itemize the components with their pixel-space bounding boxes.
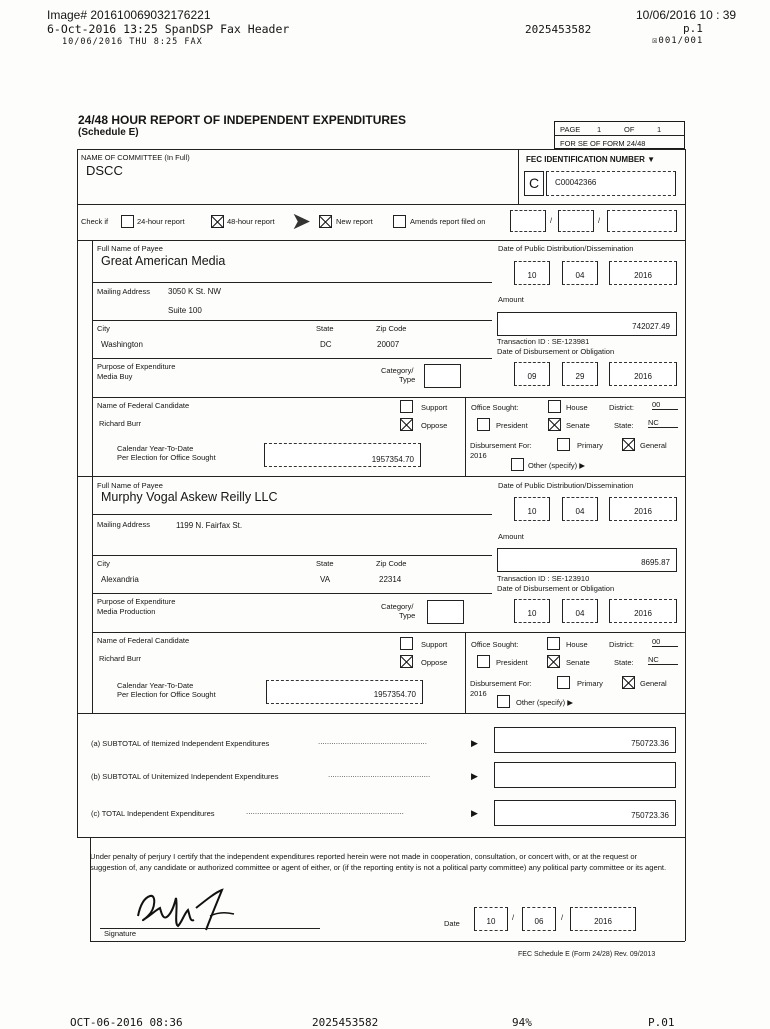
payee-label: Full Name of Payee (97, 481, 163, 490)
committee-label: NAME OF COMMITTEE (In Full) (81, 153, 190, 162)
24-hour-label: 24-hour report (137, 217, 185, 226)
category-field[interactable] (427, 600, 464, 624)
purpose-label: Purpose of Expenditure (97, 597, 176, 606)
senate-label: Senate (566, 658, 590, 667)
subtotal-itemized-value: 750723.36 (494, 727, 676, 753)
form-subtitle: (Schedule E) (78, 127, 139, 138)
address-line1: 3050 K St. NW (168, 287, 221, 296)
amends-checkbox[interactable] (393, 215, 406, 228)
other-checkbox[interactable] (497, 695, 510, 708)
house-label: House (566, 403, 588, 412)
subtotal-unitemized-label: (b) SUBTOTAL of Unitemized Independent Expenditures (91, 772, 279, 781)
senate-label: Senate (566, 421, 590, 430)
amount-field: 742027.49 (497, 312, 677, 336)
subtotal-unitemized-value (494, 762, 676, 788)
state-value: VA (320, 575, 331, 584)
fax-number: 2025453582 (525, 23, 592, 36)
ytd-field: 1957354.70 (264, 443, 421, 467)
oppose-label: Oppose (421, 421, 448, 430)
diss-yyyy: 2016 (609, 261, 677, 285)
oppose-label: Oppose (421, 658, 448, 667)
fax-bottom-left: OCT-06-2016 08:36 (70, 1016, 183, 1029)
mailing-label: Mailing Address (97, 287, 150, 296)
page-number: 1 (597, 125, 602, 134)
check-if-label: Check if (81, 217, 109, 226)
general-checkbox[interactable] (622, 438, 635, 451)
mailing-label: Mailing Address (97, 520, 150, 529)
city-value: Alexandria (101, 575, 139, 584)
fax-bottom-center: 2025453582 (312, 1016, 379, 1029)
other-checkbox[interactable] (511, 458, 524, 471)
fax-header-line2: 10/06/2016 THU 8:25 FAX (62, 37, 203, 47)
disb-date-label: Date of Disbursement or Obligation (497, 584, 615, 593)
address-line1: 1199 N. Fairfax St. (176, 521, 243, 530)
primary-label: Primary (577, 679, 603, 688)
type-label: Type (399, 611, 416, 620)
category-label: Category/ (381, 366, 414, 375)
general-checkbox[interactable] (622, 676, 635, 689)
dissemination-label: Date of Public Distribution/Dissemination (498, 481, 634, 490)
fec-id-field: C00042366 (546, 171, 676, 196)
fax-page: p.1 (683, 22, 703, 35)
district-value: 00 (652, 400, 678, 410)
state-label: State (316, 324, 334, 333)
fax-datetime: 10/06/2016 10 : 39 (636, 8, 737, 22)
election-year: 2016 (470, 689, 487, 698)
president-label: President (496, 658, 528, 667)
house-label: House (566, 640, 588, 649)
diss-yyyy: 2016 (609, 497, 677, 521)
district-label: District: (609, 403, 634, 412)
ytd-label-1: Calendar Year-To-Date (117, 681, 194, 690)
city-label: City (97, 559, 110, 568)
city-label: City (97, 324, 110, 333)
amount-field: 8695.87 (497, 548, 677, 572)
amount-label: Amount (498, 295, 524, 304)
signature-image (126, 886, 256, 934)
new-report-label: New report (336, 217, 373, 226)
purpose-value: Media Buy (97, 372, 133, 381)
president-checkbox[interactable] (477, 418, 490, 431)
total-dots: ....................................................................... (246, 807, 404, 816)
oppose-checkbox[interactable] (400, 418, 413, 431)
senate-checkbox[interactable] (547, 655, 560, 668)
purpose-value: Media Production (97, 607, 156, 616)
disb-mm: 09 (514, 362, 550, 386)
payee-name: Great American Media (101, 254, 226, 268)
subtotal-itemized-dots: ................................................. (318, 737, 427, 746)
other-label: Other (specify) ▶ (516, 698, 574, 707)
general-label: General (640, 679, 667, 688)
office-sought-label: Office Sought: (471, 403, 519, 412)
sign-date-dd: 06 (522, 907, 556, 931)
payee-name: Murphy Vogal Askew Reilly LLC (101, 490, 278, 504)
slash: / (598, 216, 601, 225)
purpose-label: Purpose of Expenditure (97, 362, 176, 371)
candidate-name: Richard Burr (99, 654, 142, 663)
48-hour-label: 48-hour report (227, 217, 275, 226)
state-sought-value: NC (648, 655, 678, 665)
support-checkbox[interactable] (400, 637, 413, 650)
total-value: 750723.36 (494, 800, 676, 826)
senate-checkbox[interactable] (548, 418, 561, 431)
general-label: General (640, 441, 667, 450)
image-number: Image# 201610069032176221 (47, 8, 211, 22)
zip-value: 22314 (379, 575, 402, 584)
of-label: OF (624, 125, 635, 134)
sign-date-yyyy: 2016 (570, 907, 636, 931)
signature-label: Signature (104, 929, 137, 938)
address-line2: Suite 100 (168, 306, 202, 315)
house-checkbox[interactable] (547, 637, 560, 650)
state-sought-label: State: (614, 421, 634, 430)
zip-value: 20007 (377, 340, 400, 349)
subtotal-itemized-label: (a) SUBTOTAL of Itemized Independent Expenditures (91, 739, 270, 748)
diss-dd: 04 (562, 497, 598, 521)
amends-dd[interactable] (558, 210, 594, 232)
disb-for-label: Disbursement For: (470, 679, 532, 688)
ytd-label-1: Calendar Year-To-Date (117, 444, 194, 453)
state-sought-value: NC (648, 418, 678, 428)
oppose-checkbox[interactable] (400, 655, 413, 668)
president-checkbox[interactable] (477, 655, 490, 668)
dissemination-label: Date of Public Distribution/Dissemination (498, 244, 634, 253)
primary-label: Primary (577, 441, 603, 450)
fec-id-label: FEC IDENTIFICATION NUMBER ▼ (526, 155, 656, 164)
district-value: 00 (652, 637, 678, 647)
amount-label: Amount (498, 532, 524, 541)
slash: / (512, 913, 515, 922)
diss-mm: 10 (514, 497, 550, 521)
house-checkbox[interactable] (548, 400, 561, 413)
candidate-label: Name of Federal Candidate (97, 401, 190, 410)
page-label: PAGE (560, 125, 581, 134)
arrow-icon: ➤ (291, 208, 312, 235)
payee-label: Full Name of Payee (97, 244, 163, 253)
disb-date-label: Date of Disbursement or Obligation (497, 347, 615, 356)
ytd-label-2: Per Election for Office Sought (117, 690, 216, 699)
amends-mm[interactable] (510, 210, 546, 232)
other-label: Other (specify) ▶ (528, 461, 586, 470)
diss-dd: 04 (562, 261, 598, 285)
certification-text: Under penalty of perjury I certify that the independent expenditures reported herein were not made in cooperation, consultation, or concert with, or at the request or suggestion of, any candidate or authorized committee or agent of either, or (if the reporting entity is not a political party committee) any political party committee or its agent. (90, 852, 667, 872)
arrow-right-icon: ▶ (471, 771, 478, 781)
form-id: FEC Schedule E (Form 24/28) Rev. 09/2013 (518, 951, 656, 958)
primary-checkbox[interactable] (557, 676, 570, 689)
disb-mm: 10 (514, 599, 550, 623)
committee-name: DSCC (86, 163, 123, 178)
primary-checkbox[interactable] (557, 438, 570, 451)
arrow-right-icon: ▶ (471, 738, 478, 748)
fec-id-prefix: C (524, 171, 544, 196)
city-value: Washington (101, 340, 143, 349)
amends-yyyy[interactable] (607, 210, 677, 232)
new-report-checkbox[interactable] (319, 215, 332, 228)
fax-bottom-percent: 94% (512, 1016, 532, 1029)
disb-for-label: Disbursement For: (470, 441, 532, 450)
state-value: DC (320, 340, 332, 349)
support-checkbox[interactable] (400, 400, 413, 413)
state-sought-label: State: (614, 658, 634, 667)
subtotal-unitemized-dots: .............................................. (328, 770, 431, 779)
disb-yyyy: 2016 (609, 599, 677, 623)
category-field[interactable] (424, 364, 461, 388)
disb-dd: 29 (562, 362, 598, 386)
for-se-label: FOR SE OF FORM 24/48 (560, 139, 646, 148)
fax-header-line1: 6-Oct-2016 13:25 SpanDSP Fax Header (47, 22, 290, 36)
type-label: Type (399, 375, 416, 384)
disb-dd: 04 (562, 599, 598, 623)
fax-bottom-right: P.01 (648, 1016, 675, 1029)
district-label: District: (609, 640, 634, 649)
support-label: Support (421, 403, 448, 412)
slash: / (550, 216, 553, 225)
date-label: Date (444, 919, 460, 928)
transaction-id: Transaction ID : SE-123910 (497, 574, 590, 583)
diss-mm: 10 (514, 261, 550, 285)
category-label: Category/ (381, 602, 414, 611)
arrow-right-icon: ▶ (471, 808, 478, 818)
state-label: State (316, 559, 334, 568)
election-year: 2016 (470, 451, 487, 460)
candidate-label: Name of Federal Candidate (97, 636, 190, 645)
support-label: Support (421, 640, 448, 649)
fax-page-count: ☒001/001 (652, 36, 704, 46)
24-hour-checkbox[interactable] (121, 215, 134, 228)
ytd-field: 1957354.70 (266, 680, 423, 704)
total-label: (c) TOTAL Independent Expenditures (91, 809, 215, 818)
zip-label: Zip Code (376, 559, 407, 568)
office-sought-label: Office Sought: (471, 640, 519, 649)
48-hour-checkbox[interactable] (211, 215, 224, 228)
ytd-label-2: Per Election for Office Sought (117, 453, 216, 462)
candidate-name: Richard Burr (99, 419, 142, 428)
transaction-id: Transaction ID : SE-123981 (497, 337, 590, 346)
zip-label: Zip Code (376, 324, 407, 333)
disb-yyyy: 2016 (609, 362, 677, 386)
page-total: 1 (657, 125, 662, 134)
slash: / (561, 913, 564, 922)
amends-label: Amends report filed on (410, 217, 486, 226)
sign-date-mm: 10 (474, 907, 508, 931)
form-title: 24/48 HOUR REPORT OF INDEPENDENT EXPENDITURES (78, 113, 407, 127)
president-label: President (496, 421, 528, 430)
